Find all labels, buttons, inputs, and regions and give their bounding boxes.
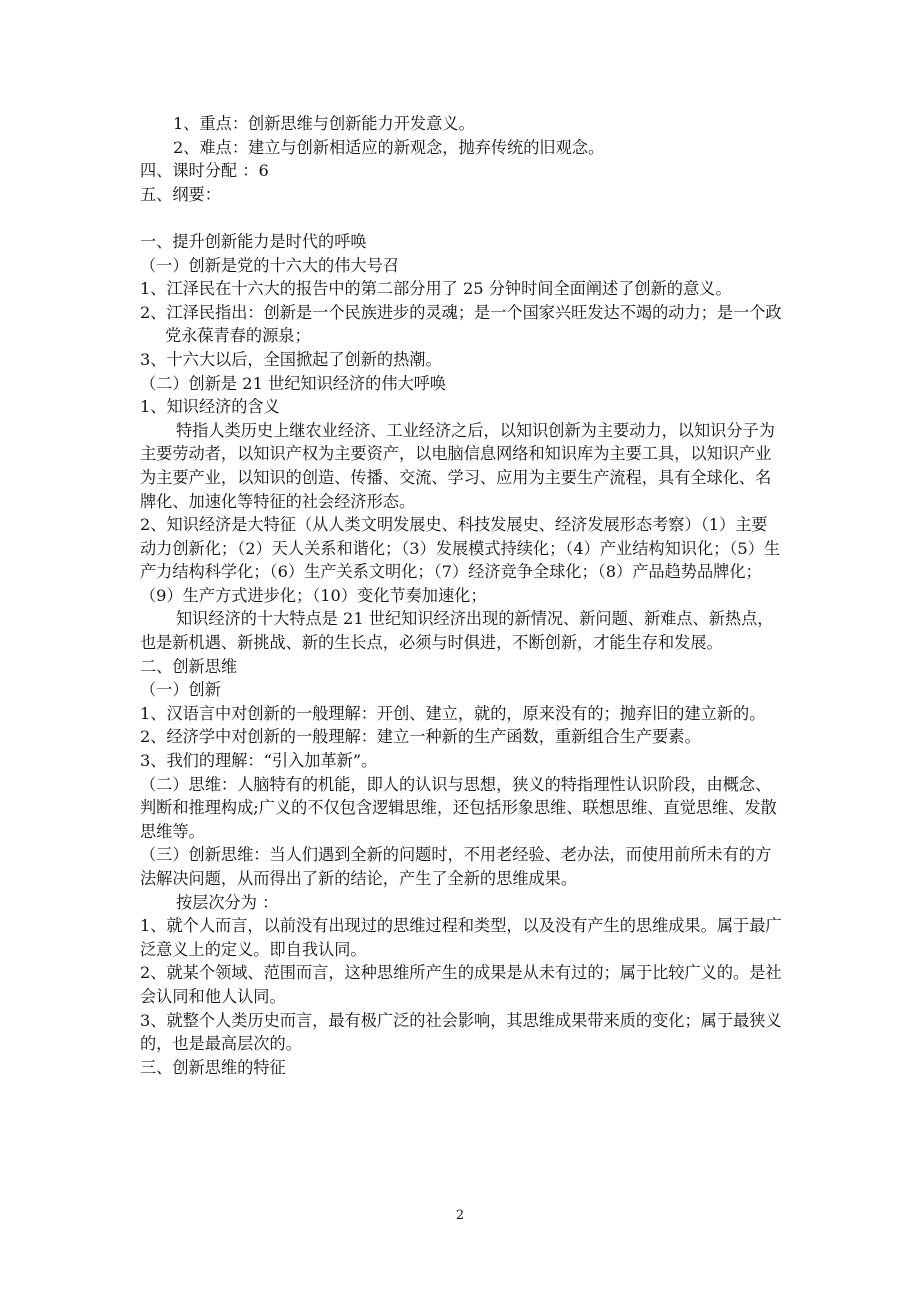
text-paragraph: 1、知识经济的含义 (140, 397, 280, 417)
document-body (140, 112, 782, 1079)
page-number: 2 (455, 1208, 465, 1223)
text-paragraph: （一）创新 (140, 680, 221, 700)
text-paragraph: （三）创新思维：当人们遇到全新的问题时，不用老经验、老办法，而使用前所未有的方法解决问题，从而得出了新的结论，产生了全新的思维成果。 (140, 845, 772, 888)
text-paragraph: 知识经济的十大特点是 21 世纪知识经济出现的新情况、新问题、新难点、新热点，也是新机遇、新挑战、新的生长点，必须与时俱进，不断创新，才能生存和发展。 (140, 609, 774, 653)
text-paragraph: 三、创新思维的特征 (140, 1057, 286, 1077)
text-paragraph: 2、难点：建立与创新相适应的新观念，抛弃传统的旧观念。 (173, 137, 605, 157)
blank-line (140, 206, 782, 230)
text-paragraph: 五、纲要： (140, 184, 221, 204)
text-paragraph: 1、汉语言中对创新的一般理解：开创、建立，就的，原来没有的；抛弃旧的建立新的。 (140, 703, 766, 723)
text-paragraph: （二）思维：人脑特有的机能，即人的认识与思想，狭义的特指理性认识阶段，由概念、判断和推理构成;广义的不仅包含逻辑思维，还包括形象思维、联想思维、直觉思维、发散思维等。 (140, 774, 777, 841)
text-paragraph: 2、知识经济是大特征（从人类文明发展史、科技发展史、经济发展形态考察）（1）主要动力创新化；（2）天人关系和谐化；（3）发展模式持续化；（4）产业结构知识化；（5）生产力结构科学化；（6）生产关系文明化；（7）经济竞争全球化；（8）产品趋势品牌化；（9）生产方式进步化；（10）变化节奏加速化； (140, 515, 781, 605)
text-paragraph: 1、就个人而言，以前没有出现过的思维过程和类型，以及没有产生的思维成果。属于最广泛意义上的定义。即自我认同。 (140, 916, 782, 959)
text-paragraph: （二）创新是 21 世纪知识经济的伟大呼唤 (140, 373, 447, 393)
text-paragraph: 四、课时分配 ：6 (140, 161, 269, 181)
text-paragraph: 特指人类历史上继农业经济、工业经济之后，以知识创新为主要动力，以知识分子为主要劳动者，以知识产权为主要资产，以电脑信息网络和知识库为主要工具，以知识产业为主要产业，以知识的创造、传播、交流、学习、应用为主要生产流程，具有全球化、名牌化、加速化等特征的社会经济形态。 (140, 420, 775, 511)
text-paragraph: 二、创新思维 (140, 656, 238, 676)
text-paragraph: 按层次分为 ： (176, 892, 279, 912)
text-paragraph: 2、经济学中对创新的一般理解：建立一种新的生产函数，重新组合生产要素。 (140, 727, 701, 747)
text-paragraph: 2、江泽民指出：创新是一个民族进步的灵魂；是一个国家兴旺发达不竭的动力；是一个政党永葆青春的源泉； (140, 302, 782, 346)
text-paragraph: 一、提升创新能力是时代的呼唤 (140, 231, 367, 251)
text-paragraph: 3、我们的理解：“引入加革新”。 (140, 751, 378, 771)
text-paragraph: 3、就整个人类历史而言，最有极广泛的社会影响，其思维成果带来质的变化；属于最狭义的，也是最高层次的。 (140, 1010, 782, 1054)
text-paragraph: 1、重点：创新思维与创新能力开发意义。 (173, 114, 475, 133)
text-paragraph: （一）创新是党的十六大的伟大号召 (140, 255, 399, 275)
text-paragraph: 1、江泽民在十六大的报告中的第二部分用了 25 分钟时间全面阐述了创新的意义。 (140, 279, 732, 299)
text-paragraph: 2、就某个领域、范围而言，这种思维所产生的成果是从未有过的；属于比较广义的。是社会认同和他人认同。 (140, 963, 782, 1006)
text-paragraph: 3、十六大以后，全国掀起了创新的热潮。 (140, 349, 442, 369)
